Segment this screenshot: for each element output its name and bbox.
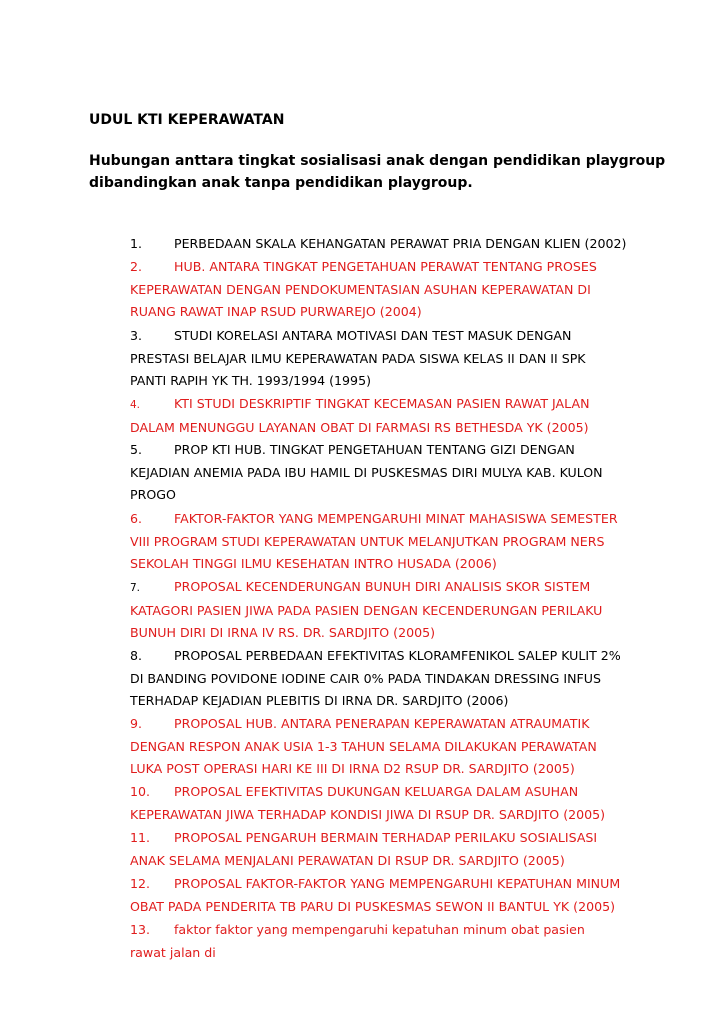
list-item-number: 8. [130, 648, 143, 663]
list-item-number: 6. [130, 511, 143, 526]
list-item-line: OBAT PADA PENDERITA TB PARU DI PUSKESMAS SEWON II BANTUL YK (2005) [130, 898, 616, 914]
list-item-line: PROGO [130, 487, 176, 502]
list-item [130, 645, 650, 713]
list-item-line [130, 576, 650, 600]
list-item-line [130, 256, 650, 279]
list-item [130, 256, 650, 324]
list-item-line: LUKA POST OPERASI HARI KE III DI IRNA D2 RSUP DR. SARDJITO (2005) [130, 761, 575, 776]
list-item-number: 1. [130, 236, 143, 251]
list-item-text: PROPOSAL PENGARUH BERMAIN TERHADAP PERILAKU SOSIALISASI [174, 830, 598, 845]
list-item-number: 7. [130, 582, 141, 594]
list-item-text: STUDI KORELASI ANTARA MOTIVASI DAN TEST MASUK DENGAN [174, 328, 572, 343]
list-item [130, 439, 650, 507]
document-title: UDUL KTI KEPERAWATAN [89, 112, 285, 128]
list-item-line: BUNUH DIRI DI IRNA IV RS. DR. SARDJITO (2005) [130, 625, 436, 640]
list-item-text: HUB. ANTARA TINGKAT PENGETAHUAN PERAWAT TENTANG PROSES [174, 259, 597, 274]
list-item-line: ANAK SELAMA MENJALANI PERAWATAN DI RSUP DR. SARDJITO (2005) [130, 852, 565, 868]
list-item [130, 325, 650, 393]
list-item [130, 233, 650, 256]
list-item [130, 576, 650, 645]
list-item-line: TERHADAP KEJADIAN PLEBITIS DI IRNA DR. SARDJITO (2006) [130, 693, 509, 708]
list-item-text: PROPOSAL KECENDERUNGAN BUNUH DIRI ANALISIS SKOR SISTEM [174, 579, 591, 594]
list-item-line [130, 713, 650, 736]
list-item-line [130, 873, 650, 896]
subtitle-line: dibandingkan anak tanpa pendidikan playgroup. [89, 175, 473, 191]
list-item-number: 3. [130, 328, 143, 343]
list-item-line: PRESTASI BELAJAR ILMU KEPERAWATAN PADA SISWA KELAS II DAN II SPK [130, 350, 586, 366]
document-subtitle [89, 150, 666, 194]
subtitle-line: Hubungan anttara tingkat sosialisasi anak dengan pendidikan playgroup [89, 153, 666, 169]
list-item-text: PROPOSAL FAKTOR-FAKTOR YANG MEMPENGARUHI KEPATUHAN MINUM [174, 876, 621, 891]
list-item-number: 12. [130, 876, 151, 891]
list-item-text: PROPOSAL PERBEDAAN EFEKTIVITAS KLORAMFENIKOL SALEP KULIT 2% [174, 648, 621, 663]
list-item [130, 508, 650, 576]
list-item-line: DALAM MENUNGGU LAYANAN OBAT DI FARMASI RS BETHESDA YK (2005) [130, 419, 589, 435]
list-item-text: KTI STUDI DESKRIPTIF TINGKAT KECEMASAN PASIEN RAWAT JALAN [174, 396, 590, 411]
list-item-number: 9. [130, 716, 143, 731]
list-item-text: FAKTOR-FAKTOR YANG MEMPENGARUHI MINAT MAHASISWA SEMESTER [174, 511, 618, 526]
list-item-text: PROP KTI HUB. TINGKAT PENGETAHUAN TENTANG GIZI DENGAN [174, 442, 575, 457]
list-item [130, 393, 650, 439]
list-item-line: DENGAN RESPON ANAK USIA 1-3 TAHUN SELAMA DILAKUKAN PERAWATAN [130, 738, 597, 754]
list-item-number: 2. [130, 259, 143, 274]
list-item [130, 713, 650, 781]
list-item-line: KATAGORI PASIEN JIWA PADA PASIEN DENGAN KECENDERUNGAN PERILAKU [130, 602, 603, 618]
list-item-line [130, 827, 650, 850]
list-item-line: KEJADIAN ANEMIA PADA IBU HAMIL DI PUSKESMAS DIRI MULYA KAB. KULON [130, 464, 603, 480]
list-item-text: PERBEDAAN SKALA KEHANGATAN PERAWAT PRIA DENGAN KLIEN (2002) [174, 236, 627, 251]
list-item-line: KEPERAWATAN DENGAN PENDOKUMENTASIAN ASUHAN KEPERAWATAN DI [130, 281, 591, 297]
list-item-line [130, 645, 650, 668]
list-item [130, 827, 650, 872]
list-item-line: rawat jalan di [130, 944, 216, 960]
list-item-number: 5. [130, 442, 143, 457]
list-item-number: 13. [130, 922, 151, 937]
list-item-number: 11. [130, 830, 151, 845]
list-item-line [130, 919, 650, 942]
list-item-number: 4. [130, 399, 141, 411]
list-item-line: DI BANDING POVIDONE IODINE CAIR 0% PADA TINDAKAN DRESSING INFUS [130, 670, 601, 686]
list-item-line [130, 233, 650, 256]
list-item-line [130, 439, 650, 462]
list-item [130, 873, 650, 918]
list-item-line [130, 508, 650, 531]
list-item-line: KEPERAWATAN JIWA TERHADAP KONDISI JIWA DI RSUP DR. SARDJITO (2005) [130, 806, 606, 822]
list-item-number: 10. [130, 784, 151, 799]
list-item-line: SEKOLAH TINGGI ILMU KESEHATAN INTRO HUSADA (2006) [130, 556, 497, 571]
list-item-text: faktor faktor yang mempengaruhi kepatuhan minum obat pasien [174, 922, 585, 937]
list-item-line: PANTI RAPIH YK TH. 1993/1994 (1995) [130, 373, 371, 388]
list-item-line [130, 325, 650, 348]
list-item [130, 781, 650, 826]
list-item-line: VIII PROGRAM STUDI KEPERAWATAN UNTUK MELANJUTKAN PROGRAM NERS [130, 533, 605, 549]
list-item-text: PROPOSAL EFEKTIVITAS DUKUNGAN KELUARGA DALAM ASUHAN [174, 784, 579, 799]
list-item [130, 919, 650, 964]
list-item-text: PROPOSAL HUB. ANTARA PENERAPAN KEPERAWATAN ATRAUMATIK [174, 716, 590, 731]
list-item-line [130, 393, 650, 417]
list-item-line [130, 781, 650, 804]
list-item-line: RUANG RAWAT INAP RSUD PURWAREJO (2004) [130, 304, 422, 319]
